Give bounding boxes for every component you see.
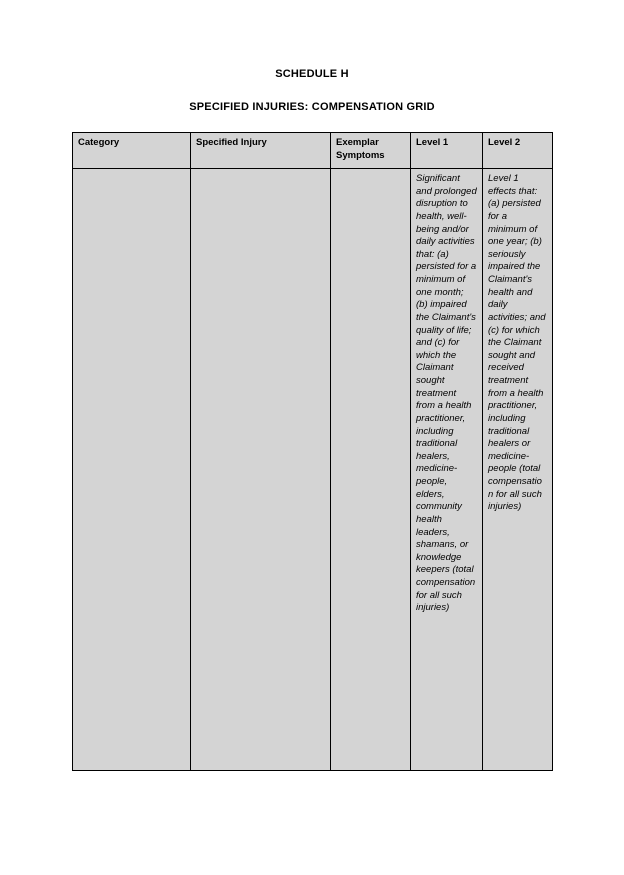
page-title: SCHEDULE H	[275, 68, 349, 80]
document-page	[0, 68, 624, 875]
column-header-level-2: Level 2	[483, 133, 553, 169]
cell-level-2	[483, 169, 553, 771]
cell-level-1	[411, 169, 483, 771]
compensation-grid-container	[72, 132, 552, 771]
page-subtitle: SPECIFIED INJURIES: COMPENSATION GRID	[189, 101, 435, 113]
compensation-grid-table	[72, 132, 553, 771]
column-header-level-1: Level 1	[411, 133, 483, 169]
table-row	[73, 169, 553, 771]
cell-exemplar-symptoms	[331, 169, 411, 771]
column-header-category: Category	[73, 133, 191, 169]
cell-level-1-text: Significant and prolonged disruption to health, well-being and/or daily activities that: (a) persisted for a minimum of one month; (b) impaired the Claimant's quality of life; and (c) for which the Claimant sought treatment from a health practitioner, including traditional healers, medicine-people, elders, community health leaders, shamans, or knowledge keepers (total compensation for all such injuries)	[416, 173, 480, 614]
column-header-specified-injury: Specified Injury	[191, 133, 331, 169]
column-header-exemplar-symptoms: Exemplar Symptoms	[331, 133, 411, 169]
table-header-row	[73, 133, 553, 169]
cell-specified-injury	[191, 169, 331, 771]
cell-category	[73, 169, 191, 771]
cell-level-2-text: Level 1 effects that: (a) persisted for a minimum of one year; (b) seriously impaired the Claimant's health and daily activities; and (c) for which the Claimant sought and received treatment from a health practitioner, including traditional healers or medicine-people (total compensation for all such injuries)	[488, 173, 549, 513]
